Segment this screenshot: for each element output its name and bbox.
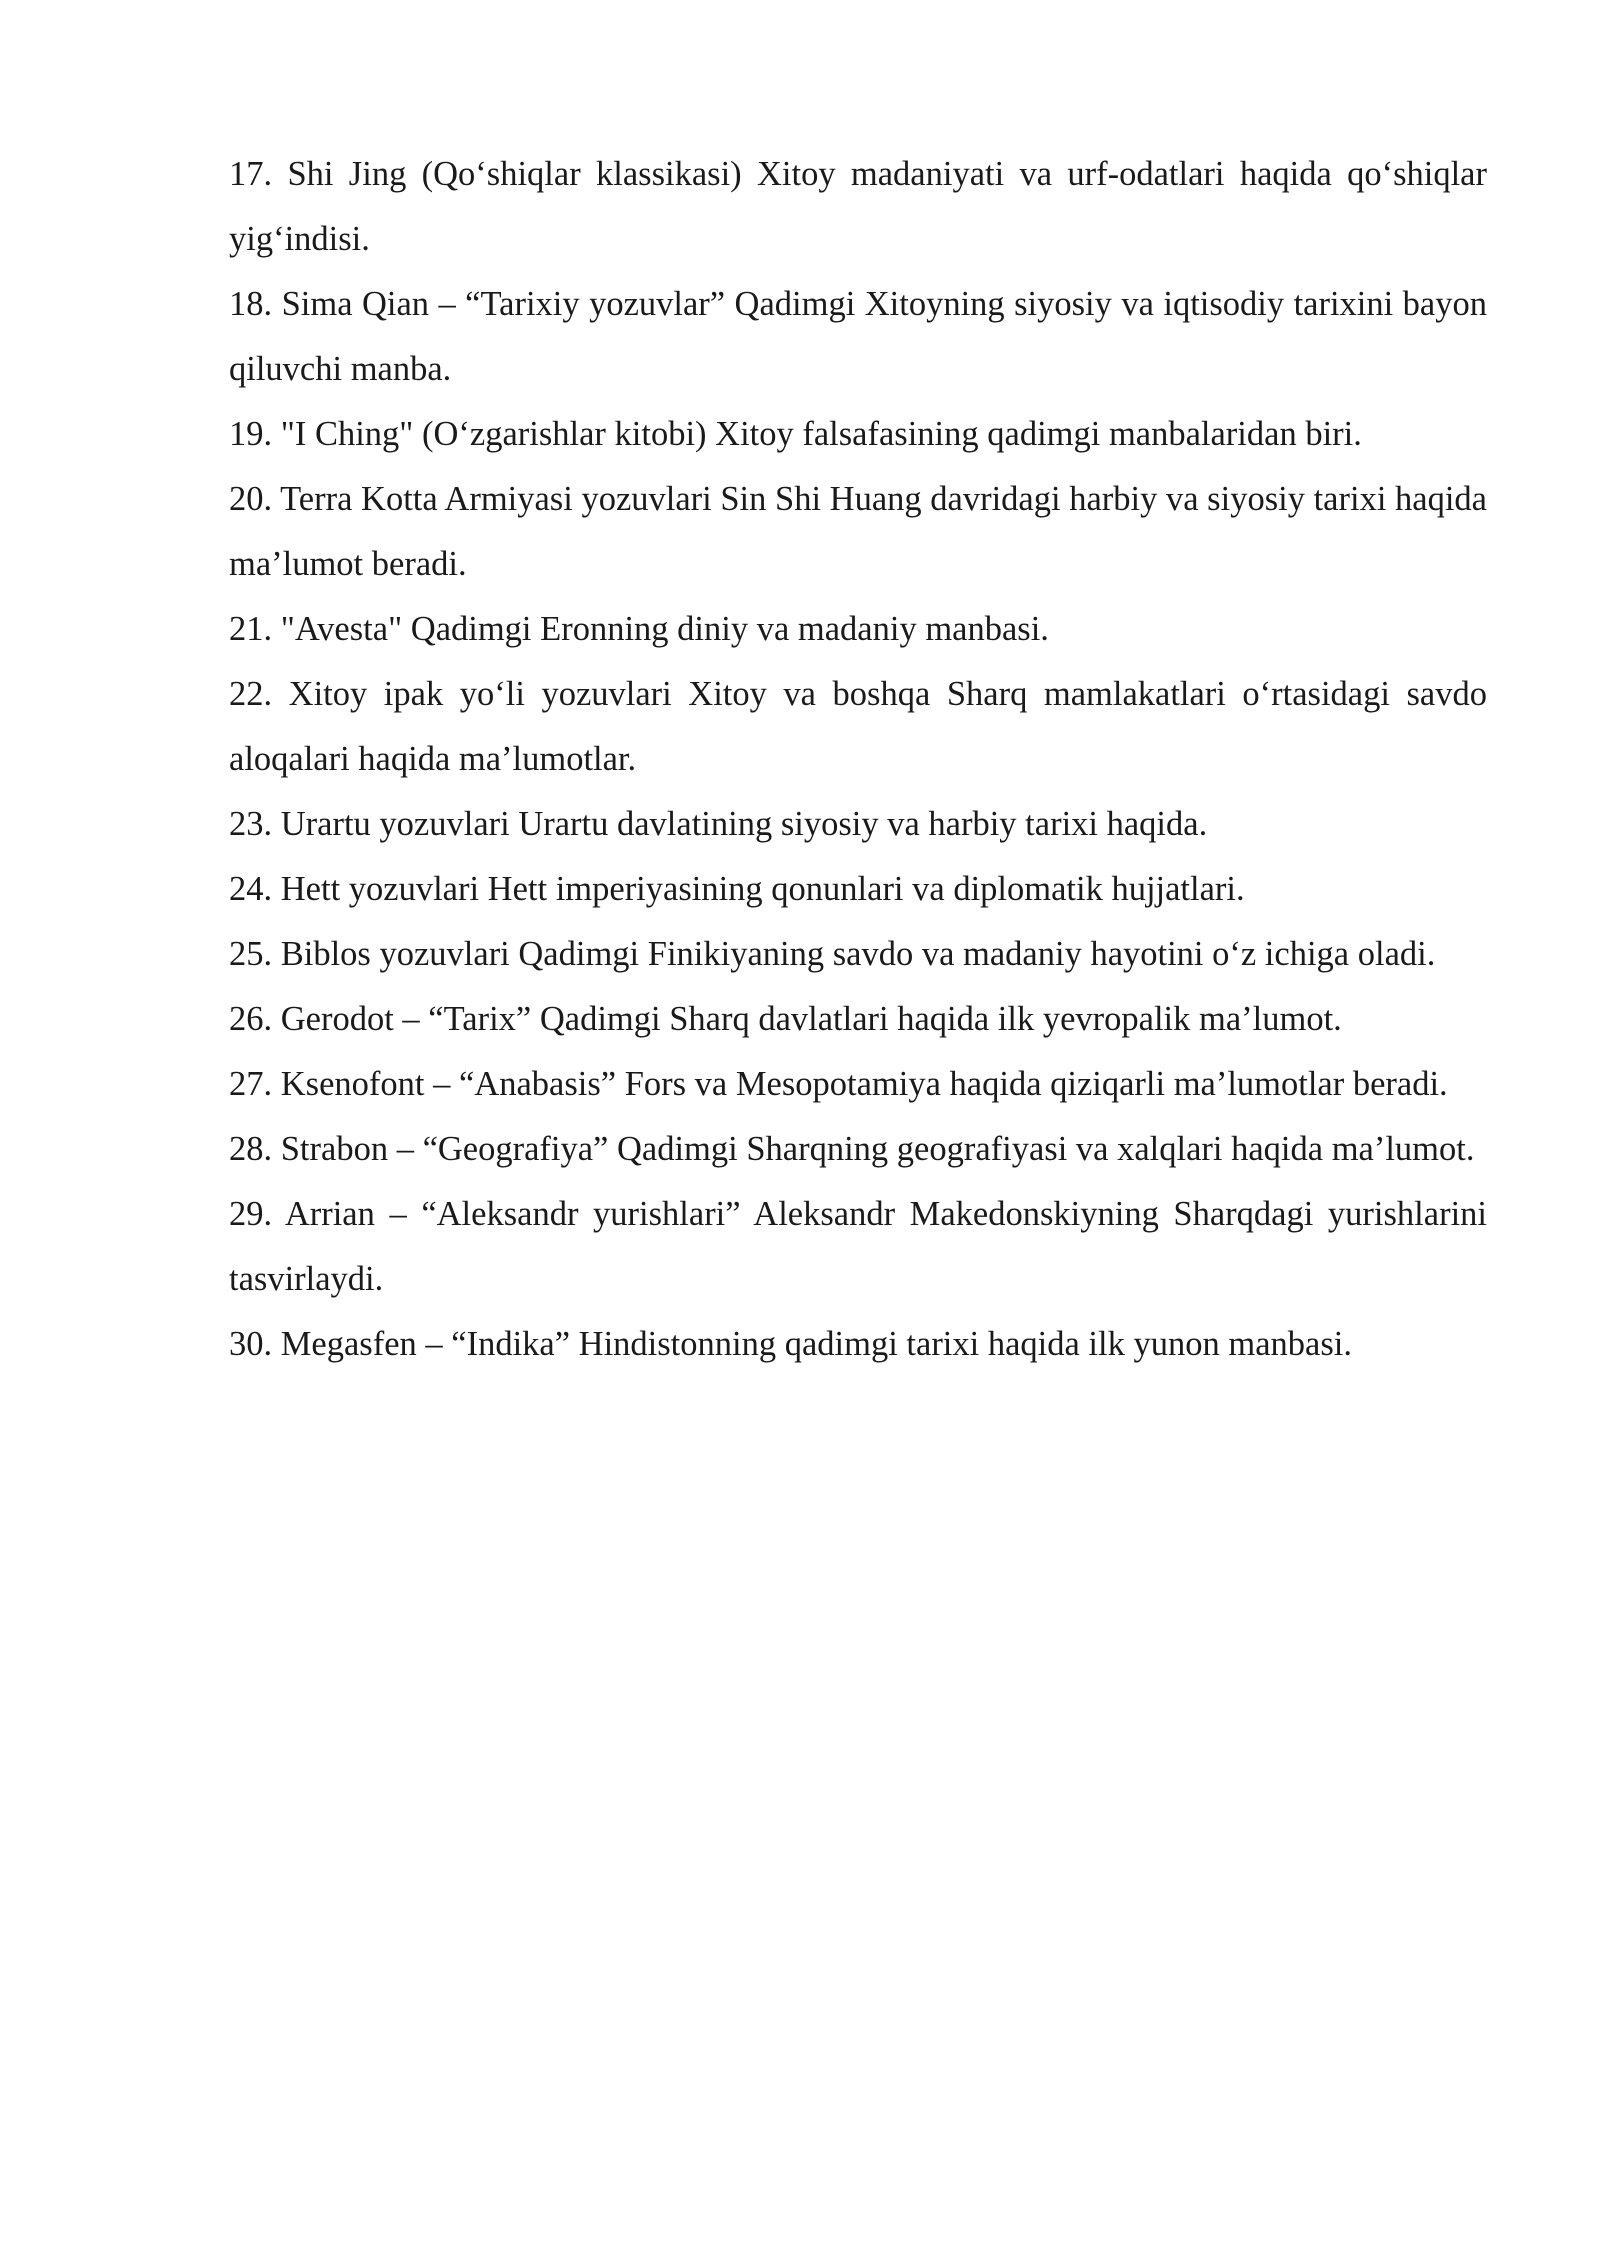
list-item-29: 29. Arrian – “Aleksandr yurishlari” Aleksandr Makedonskiyning Sharqdagi yurishlarini tasvirlaydi.: [229, 1195, 1487, 1298]
list-item-19: 19. "I Ching" (O‘zgarishlar kitobi) Xitoy falsafasining qadimgi manbalaridan biri.: [229, 415, 1362, 453]
sources-list: [229, 142, 1487, 1377]
list-item-17: 17. Shi Jing (Qo‘shiqlar klassikasi) Xitoy madaniyati va urf-odatlari haqida qo‘shiqlar yig‘indisi.: [229, 155, 1487, 258]
list-item-25: 25. Biblos yozuvlari Qadimgi Finikiyaning savdo va madaniy hayotini o‘z ichiga oladi.: [229, 935, 1436, 973]
list-item-24: 24. Hett yozuvlari Hett imperiyasining qonunlari va diplomatik hujjatlari.: [229, 870, 1245, 908]
list-item-22: 22. Xitoy ipak yo‘li yozuvlari Xitoy va boshqa Sharq mamlakatlari o‘rtasidagi savdo aloqalari haqida ma’lumotlar.: [229, 675, 1487, 778]
list-item-28: 28. Strabon – “Geografiya” Qadimgi Sharqning geografiyasi va xalqlari haqida ma’lumot.: [229, 1130, 1475, 1168]
list-item-20: 20. Terra Kotta Armiyasi yozuvlari Sin Shi Huang davridagi harbiy va siyosiy tarixi haqida ma’lumot beradi.: [229, 480, 1487, 583]
list-item-27: 27. Ksenofont – “Anabasis” Fors va Mesopotamiya haqida qiziqarli ma’lumotlar beradi.: [229, 1065, 1448, 1103]
list-item-18: 18. Sima Qian – “Tarixiy yozuvlar” Qadimgi Xitoyning siyosiy va iqtisodiy tarixini bayon qiluvchi manba.: [229, 285, 1487, 388]
list-item-21: 21. "Avesta" Qadimgi Eronning diniy va madaniy manbasi.: [229, 610, 1049, 648]
list-item-23: 23. Urartu yozuvlari Urartu davlatining siyosiy va harbiy tarixi haqida.: [229, 805, 1208, 843]
list-item-30: 30. Megasfen – “Indika” Hindistonning qadimgi tarixi haqida ilk yunon manbasi.: [229, 1325, 1352, 1363]
list-item-26: 26. Gerodot – “Tarix” Qadimgi Sharq davlatlari haqida ilk yevropalik ma’lumot.: [229, 1000, 1342, 1038]
